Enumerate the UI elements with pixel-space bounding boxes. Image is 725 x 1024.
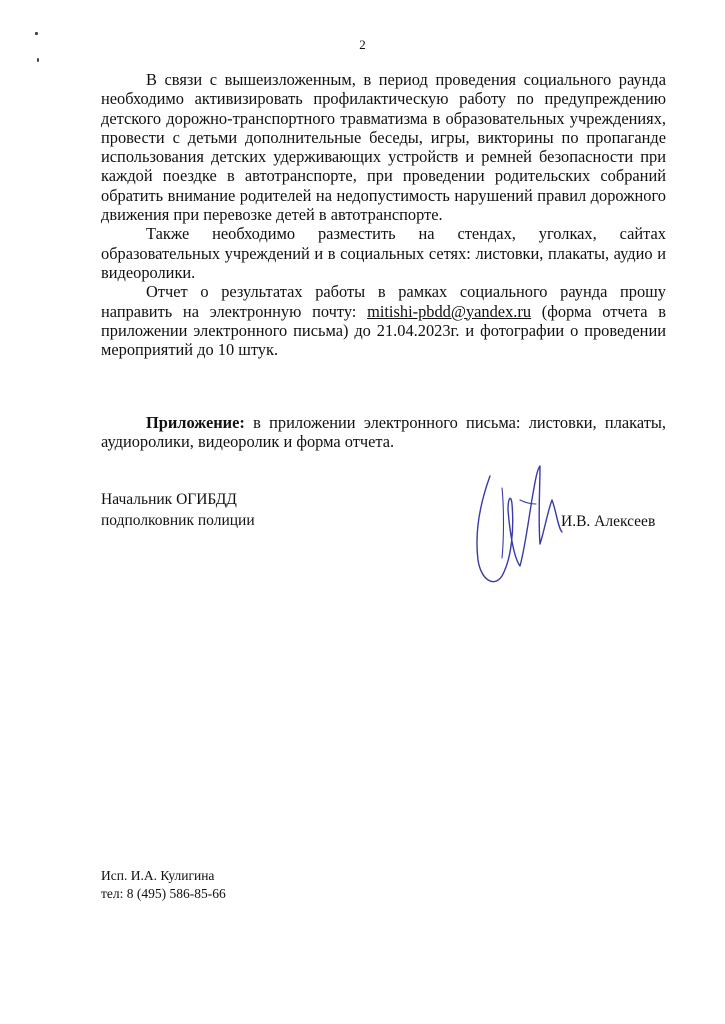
position-line-2: подполковник полиции (101, 512, 255, 529)
executor-info (101, 867, 226, 903)
email-link[interactable]: mitishi-pbdd@yandex.ru (367, 301, 532, 321)
appendix-text: в приложении электронного письма: листовки, плакаты, аудиоролики, видеоролик и форма отчета. (101, 413, 666, 452)
page-number: 2 (359, 37, 366, 52)
appendix-label: Приложение: (146, 413, 245, 432)
report-text-after: (форма отчета в приложении электронного письма) до 21.04.2023г. и фотографии о проведении мероприятий до 10 штук. (101, 301, 666, 360)
scan-mark (37, 58, 39, 62)
handwritten-signature (468, 448, 568, 593)
signatory-position (101, 489, 255, 531)
paragraph-report (101, 282, 666, 359)
executor-name: Исп. И.А. Кулигина (101, 868, 215, 883)
letter-body (101, 70, 666, 359)
paragraph-placement: Также необходимо разместить на стендах, уголках, сайтах образовательных учреждений и в социальных сетях: листовки, плакаты, аудио и видеоролики. (101, 224, 666, 282)
signer-name: И.В. Алексеев (561, 513, 656, 530)
paragraph-measures: В связи с вышеизложенным, в период проведения социального раунда необходимо активизировать профилактическую работу по предупреждению детского дорожно-транспортного травматизма в образовательных учреждениях, провести с детьми дополнительные беседы, игры, викторины по пропаганде использования детских удерживающих устройств и ремней безопасности при каждой поездке в автотранспорте, при проведении родительских собраний обратить внимание родителей на недопустимость нарушений правил дорожного движения при перевозке детей в автотранспорте. (101, 70, 666, 225)
scan-mark (35, 32, 38, 35)
report-text-before: Отчет о результатах работы в рамках социального раунда прошу направить на электронную почту: (101, 282, 666, 321)
executor-phone: тел: 8 (495) 586-85-66 (101, 886, 226, 901)
position-line-1: Начальник ОГИБДД (101, 491, 237, 508)
appendix-paragraph (101, 413, 666, 452)
